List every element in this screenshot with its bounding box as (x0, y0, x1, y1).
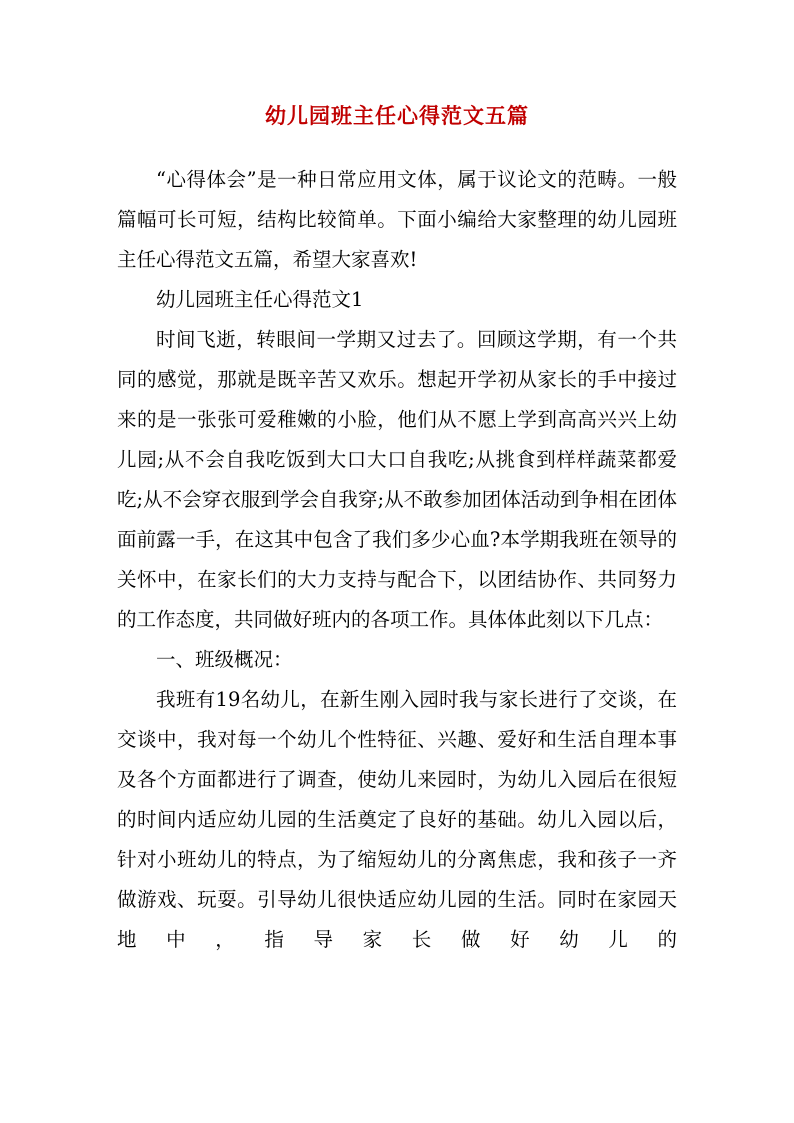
intro-paragraph: “心得体会”是一种日常应用文体，属于议论文的范畴。一般篇幅可长可短，结构比较简单。下面小编给大家整理的幼儿园班主任心得范文五篇，希望大家喜欢! (117, 168, 677, 271)
document-title: 幼儿园班主任心得范文五篇 (265, 103, 529, 128)
sample-1-paragraph: 时间飞逝，转眼间一学期又过去了。回顾这学期，有一个共同的感觉，那就是既辛苦又欢乐。想起开学初从家长的手中接过来的是一张张可爱稚嫩的小脸，他们从不愿上学到高高兴兴上幼儿园;从不会自我吃饭到大口大口自我吃;从挑食到样样蔬菜都爱吃;从不会穿衣服到学会自我穿;从不敢参加团体活动到争相在团体面前露一手，在这其中包含了我们多少心血?本学期我班在领导的关怀中，在家长们的大力支持与配合下，以团结协作、共同努力的工作态度，共同做好班内的各项工作。具体体此刻以下几点： (117, 328, 677, 631)
class-overview-paragraph: 我班有19名幼儿，在新生刚入园时我与家长进行了交谈，在交谈中，我对每一个幼儿个性特征、兴趣、爱好和生活自理本事及各个方面都进行了调查，使幼儿来园时，为幼儿入园后在很短的时间内适应幼儿园的生活奠定了良好的基础。幼儿入园以后，针对小班幼儿的特点，为了缩短幼儿的分离焦虑，我和孩子一齐做游戏、玩耍。引导幼儿很快适应幼儿园的生活。同时在家园天地中，指导家长做好幼儿的 (117, 688, 677, 951)
document-body (117, 160, 677, 960)
section-heading-class-overview: 一、班级概况： (156, 648, 293, 671)
section-heading-sample-1: 幼儿园班主任心得范文1 (156, 288, 364, 311)
